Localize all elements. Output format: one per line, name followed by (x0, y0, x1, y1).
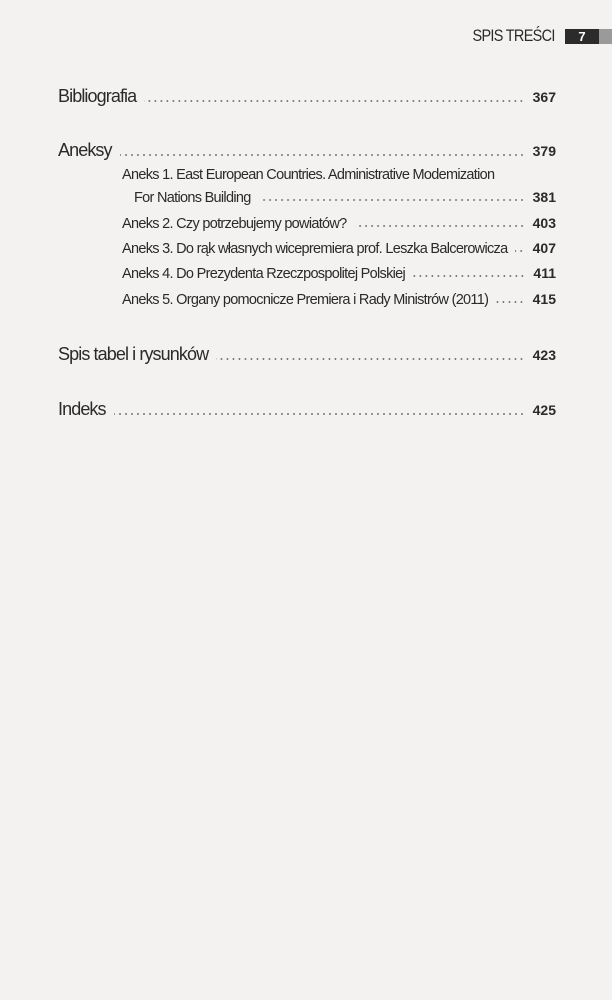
dot-leader (114, 413, 525, 415)
toc-entry-aneks4 (122, 265, 556, 282)
toc-entry-indeks (58, 399, 556, 420)
toc-entry-bibliografia (58, 86, 556, 107)
toc-page: 425 (532, 402, 556, 418)
toc-entry-aneks2 (122, 215, 556, 232)
toc-page: 381 (532, 189, 556, 205)
toc-page: 407 (532, 240, 556, 256)
toc-label: Aneks 5. Organy pomocnicze Premiera i Rady Ministrów (2011) (122, 292, 489, 308)
toc-label: Aneksy (58, 140, 112, 160)
toc-label: Bibliografia (58, 86, 137, 106)
dot-leader (120, 154, 525, 156)
edge-strip (599, 29, 612, 44)
running-header (458, 24, 612, 48)
toc-entry-aneks1 (134, 189, 556, 206)
toc-entry-spis-tabel (58, 344, 556, 365)
header-title: SPIS TREŚCI (472, 26, 555, 45)
dot-leader (515, 250, 524, 252)
toc-page: 403 (532, 215, 556, 231)
toc-label: Spis tabel i rysunków (58, 344, 209, 364)
toc-label-line2: For Nations Building (134, 190, 251, 206)
toc-label: Aneks 2. Czy potrzebujemy powiatów? (122, 216, 347, 232)
toc-page: 411 (533, 265, 556, 281)
toc-label-line1: Aneks 1. East European Countries. Administrative Modemization (122, 167, 495, 183)
toc-label: Indeks (58, 399, 106, 419)
page-number: 7 (565, 29, 599, 44)
toc-page: 379 (532, 143, 556, 159)
toc-page: 415 (532, 291, 556, 307)
dot-leader (259, 199, 525, 201)
dot-leader (496, 301, 524, 303)
dot-leader (355, 225, 525, 227)
toc-entry-aneks3 (122, 240, 556, 257)
toc-page: 423 (532, 347, 556, 363)
dot-leader (216, 358, 524, 360)
toc-page: 367 (532, 89, 556, 105)
toc-label: Aneks 3. Do rąk własnych wicepremiera prof. Leszka Balcerowicza (122, 241, 508, 257)
toc-label: Aneks 4. Do Prezydenta Rzeczpospolitej Polskiej (122, 266, 406, 282)
toc-entry-aneks5 (122, 291, 556, 308)
toc-entry-aneksy (58, 140, 556, 161)
dot-leader (413, 275, 525, 277)
dot-leader (144, 100, 524, 102)
